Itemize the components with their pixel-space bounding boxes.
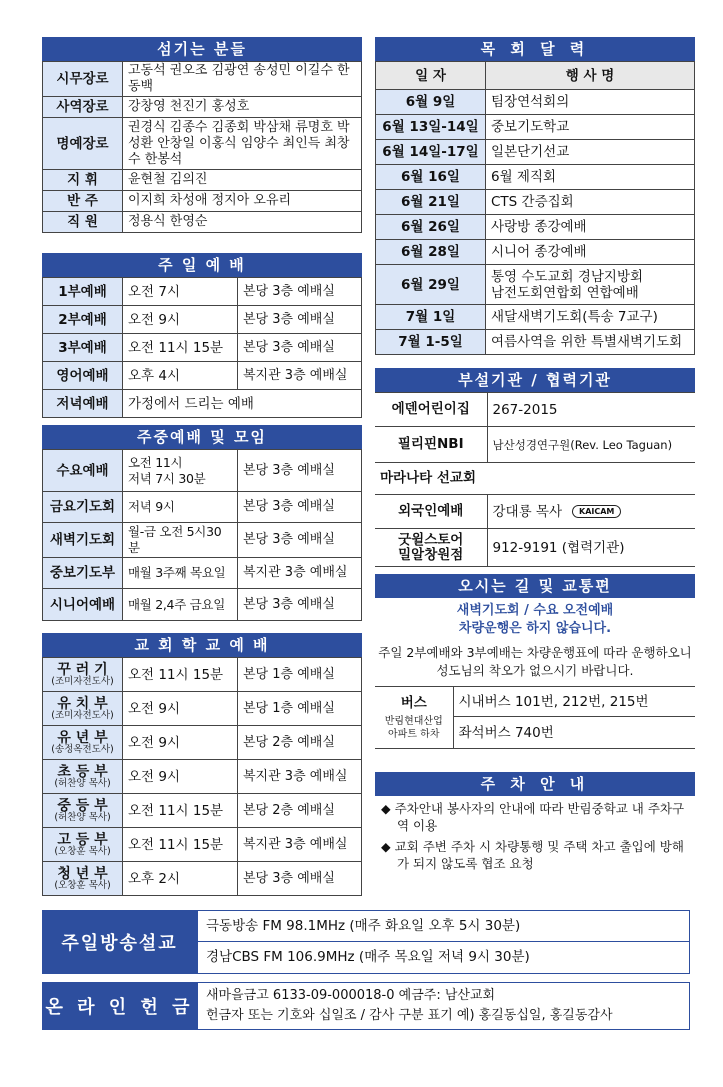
calendar-table [375,61,695,355]
weekday-label: 새벽기도회 [43,523,123,558]
sunday-section [42,253,362,418]
sunday-row [43,334,362,362]
servant-names: 윤현철 김의진 [123,170,362,191]
sunday-time: 오전 7시 [123,278,238,306]
school-dept: 초 등 부 [57,763,108,780]
school-row [43,828,362,862]
broadcast-label: 주일방송설교 [42,910,197,974]
partners-section [375,368,695,567]
school-row [43,692,362,726]
parking-item-2-text: 교회 주변 주차 시 차량통행 및 주택 차고 출입에 방해가 되지 않도록 협조 요청 [394,839,684,871]
school-time: 오전 11시 15분 [123,828,238,862]
weekday-label: 수요예배 [43,450,123,492]
calendar-row [376,165,695,190]
calendar-event: 통영 수도교회 경남지방회 남전도회연합회 연합예배 [486,265,695,305]
school-row [43,794,362,828]
offering-label: 온 라 인 헌 금 [42,982,197,1030]
school-label-cell [43,726,123,760]
servant-role: 사역장로 [43,97,123,118]
servant-names: 정용식 한영순 [123,212,362,233]
bus-line1: 시내버스 101번, 212번, 215번 [453,687,695,717]
partner-name: 에덴어린이집 [375,393,487,427]
sunday-row [43,362,362,390]
servant-names: 고동석 권오조 김광연 송성민 이길수 한동백 [123,62,362,97]
school-label-cell [43,828,123,862]
school-place: 복지관 3층 예배실 [238,760,362,794]
partner-info-cell [487,393,695,427]
calendar-event: CTS 간증집회 [486,190,695,215]
servant-role: 시무장로 [43,62,123,97]
sunday-place: 본당 3층 예배실 [238,334,362,362]
weekday-title: 주중예배 및 모임 [42,425,362,449]
weekday-table [42,449,362,621]
calendar-event: 새달새벽기도회(특송 7교구) [486,305,695,330]
calendar-event: 팀장연석회의 [486,90,695,115]
calendar-row [376,190,695,215]
partner-name: 굿윌스토어 밀알창원점 [375,529,487,567]
calendar-event: 사랑방 종강예배 [486,215,695,240]
weekday-time: 오전 11시 저녁 7시 30분 [123,450,238,492]
weekday-row [43,558,362,589]
servant-names: 강창영 천진기 홍성호 [123,97,362,118]
school-leader: (오창훈 목사) [54,845,111,857]
sunday-label: 영어예배 [43,362,123,390]
calendar-date: 6월 26일 [376,215,486,240]
servant-row [43,62,362,97]
servants-table [42,61,362,233]
school-dept: 꾸 러 기 [57,661,108,678]
servant-row [43,191,362,212]
calendar-event: 시니어 종강예배 [486,240,695,265]
sunday-row [43,390,362,418]
school-table [42,657,362,896]
partner-row [375,393,695,427]
bus-label-cell [375,687,453,749]
school-label-cell [43,862,123,896]
school-label-cell [43,658,123,692]
partner-info: 남산성경연구원(Rev. Leo Taguan) [492,437,673,452]
calendar-row [376,240,695,265]
sunday-label: 1부예배 [43,278,123,306]
weekday-time: 매월 2,4주 금요일 [123,589,238,621]
weekday-time: 저녁 9시 [123,492,238,523]
school-place: 본당 2층 예배실 [238,726,362,760]
calendar-date: 6월 9일 [376,90,486,115]
partners-table [375,392,695,567]
calendar-row [376,305,695,330]
bus-label: 버스 [400,694,427,711]
calendar-date: 7월 1-5일 [376,330,486,355]
sunday-place: 복지관 3층 예배실 [238,362,362,390]
parking-item-2: ◆ 교회 주변 주차 시 차량통행 및 주택 차고 출입에 방해가 되지 않도록 협조 요청 [381,839,684,871]
school-time: 오후 2시 [123,862,238,896]
weekday-row [43,589,362,621]
calendar-date: 7월 1일 [376,305,486,330]
directions-section [375,574,695,749]
school-time: 오전 9시 [123,726,238,760]
partner-row [375,495,695,529]
school-dept: 유 년 부 [57,729,108,746]
weekday-time: 월-금 오전 5시30분 [123,523,238,558]
kaicam-logo: KAICAM [572,505,621,518]
sunday-row [43,306,362,334]
school-leader: (조미자전도사) [51,709,114,721]
calendar-col-event: 행 사 명 [486,62,695,90]
parking-item-1: ◆ 주차안내 봉사자의 안내에 따라 반림중학교 내 주차구역 이용 [381,801,685,833]
partner-info: 강대룡 목사 [492,503,562,520]
calendar-date: 6월 21일 [376,190,486,215]
offering-line1: 새마을금고 6133-09-000018-0 예금주: 남산교회 [206,988,496,1003]
school-dept: 청 년 부 [57,865,108,882]
weekday-section [42,425,362,621]
sunday-time: 오전 9시 [123,306,238,334]
calendar-date: 6월 13일-14일 [376,115,486,140]
calendar-row [376,215,695,240]
weekday-time: 매월 3주째 목요일 [123,558,238,589]
servant-row [43,97,362,118]
partner-row [375,529,695,567]
sunday-label: 2부예배 [43,306,123,334]
school-row [43,862,362,896]
school-place: 본당 1층 예배실 [238,692,362,726]
school-label-cell [43,794,123,828]
calendar-event: 중보기도학교 [486,115,695,140]
sunday-title: 주 일 예 배 [42,253,362,277]
parking-item-1-text: 주차안내 봉사자의 안내에 따라 반림중학교 내 주차구역 이용 [394,801,685,833]
sunday-place: 본당 3층 예배실 [238,278,362,306]
partner-row [375,427,695,463]
calendar-section [375,37,695,355]
partner-info: 912-9191 (협력기관) [492,539,625,556]
calendar-event: 일본단기선교 [486,140,695,165]
broadcast-box [197,910,690,974]
partner-name: 외국인예배 [375,495,487,529]
calendar-date: 6월 14일-17일 [376,140,486,165]
sunday-time: 오후 4시 [123,362,238,390]
partner-row [375,463,695,495]
calendar-event: 6월 제직회 [486,165,695,190]
bus-table [375,686,695,749]
sunday-label: 3부예배 [43,334,123,362]
partner-info-cell [487,529,695,567]
parking-title: 주 차 안 내 [375,772,695,796]
offering-line2: 헌금자 또는 기호와 십일조 / 감사 구분 표기 예) 홍길동십일, 홍길동감사 [206,1008,613,1023]
sunday-table [42,277,362,418]
servant-role: 반 주 [43,191,123,212]
school-time: 오전 11시 15분 [123,658,238,692]
school-leader: (송정옥전도사) [51,743,114,755]
school-place: 복지관 3층 예배실 [238,828,362,862]
school-row [43,658,362,692]
calendar-event: 여름사역을 위한 특별새벽기도회 [486,330,695,355]
school-label-cell [43,692,123,726]
calendar-row [376,265,695,305]
calendar-date: 6월 29일 [376,265,486,305]
school-leader: (오창훈 목사) [54,879,111,891]
school-place: 본당 3층 예배실 [238,862,362,896]
bus-line2: 좌석버스 740번 [453,717,695,749]
calendar-row [376,140,695,165]
school-row [43,726,362,760]
school-time: 오전 9시 [123,692,238,726]
school-row [43,760,362,794]
school-dept: 고 등 부 [57,831,108,848]
calendar-title: 목 회 달 력 [375,37,695,61]
weekday-row [43,523,362,558]
directions-notice1: 새벽기도회 / 수요 오전예배 [456,603,614,618]
calendar-date: 6월 28일 [376,240,486,265]
partner-name: 필리핀NBI [375,427,487,463]
broadcast-line1: 극동방송 FM 98.1MHz (매주 화요일 오후 5시 30분) [198,911,689,942]
offering-box [197,982,690,1030]
partner-name: 마라나타 선교회 [375,463,695,495]
servant-role: 명예장로 [43,118,123,170]
servant-names: 권경식 김종수 김종회 박삼채 류명호 박성환 안창일 이홍식 임양수 최인득 최창수 한봉석 [123,118,362,170]
school-section [42,633,362,896]
servant-row [43,118,362,170]
weekday-place: 본당 3층 예배실 [238,450,362,492]
servant-role: 직 원 [43,212,123,233]
weekday-place: 본당 3층 예배실 [238,589,362,621]
school-place: 본당 1층 예배실 [238,658,362,692]
school-leader: (허찬양 목사) [54,777,111,789]
calendar-row [376,330,695,355]
servant-role: 지 휘 [43,170,123,191]
sunday-place: 본당 3층 예배실 [238,306,362,334]
school-leader: (조미자전도사) [51,675,114,687]
weekday-place: 본당 3층 예배실 [238,523,362,558]
partner-info-cell [487,427,695,463]
school-leader: (허찬양 목사) [54,811,111,823]
school-label-cell [43,760,123,794]
school-dept: 유 치 부 [57,695,108,712]
sunday-label: 저녁예배 [43,390,123,418]
sunday-time: 가정에서 드리는 예배 [123,390,362,418]
partner-info: 267-2015 [492,401,558,418]
bus-stop: 반림현대산업 아파트 하차 [384,715,443,740]
servants-section [42,37,362,233]
weekday-place: 본당 3층 예배실 [238,492,362,523]
directions-title: 오시는 길 및 교통편 [375,574,695,598]
calendar-date: 6월 16일 [376,165,486,190]
servant-row [43,212,362,233]
school-time: 오전 11시 15분 [123,794,238,828]
sunday-time: 오전 11시 15분 [123,334,238,362]
servants-title: 섬기는 분들 [42,37,362,61]
weekday-place: 복지관 3층 예배실 [238,558,362,589]
parking-section [375,772,695,872]
weekday-row [43,450,362,492]
school-title: 교 회 학 교 예 배 [42,633,362,657]
calendar-row [376,115,695,140]
sunday-row [43,278,362,306]
weekday-row [43,492,362,523]
weekday-label: 시니어예배 [43,589,123,621]
servant-row [43,170,362,191]
broadcast-line2: 경남CBS FM 106.9MHz (매주 목요일 저녁 9시 30분) [206,949,530,965]
school-time: 오전 9시 [123,760,238,794]
partner-info-cell [487,495,695,529]
weekday-label: 중보기도부 [43,558,123,589]
school-place: 본당 2층 예배실 [238,794,362,828]
calendar-col-date: 일 자 [376,62,486,90]
servant-names: 이지희 차성애 정지아 오유리 [123,191,362,212]
weekday-label: 금요기도회 [43,492,123,523]
directions-notice2: 차량운행은 하지 않습니다. [458,621,612,636]
directions-info: 주일 2부예배와 3부예배는 차량운행표에 따라 운행하오니 성도님의 착오가 없으시기 바랍니다. [378,645,692,678]
partners-title: 부설기관 / 협력기관 [375,368,695,392]
school-dept: 중 등 부 [57,797,108,814]
calendar-row [376,90,695,115]
